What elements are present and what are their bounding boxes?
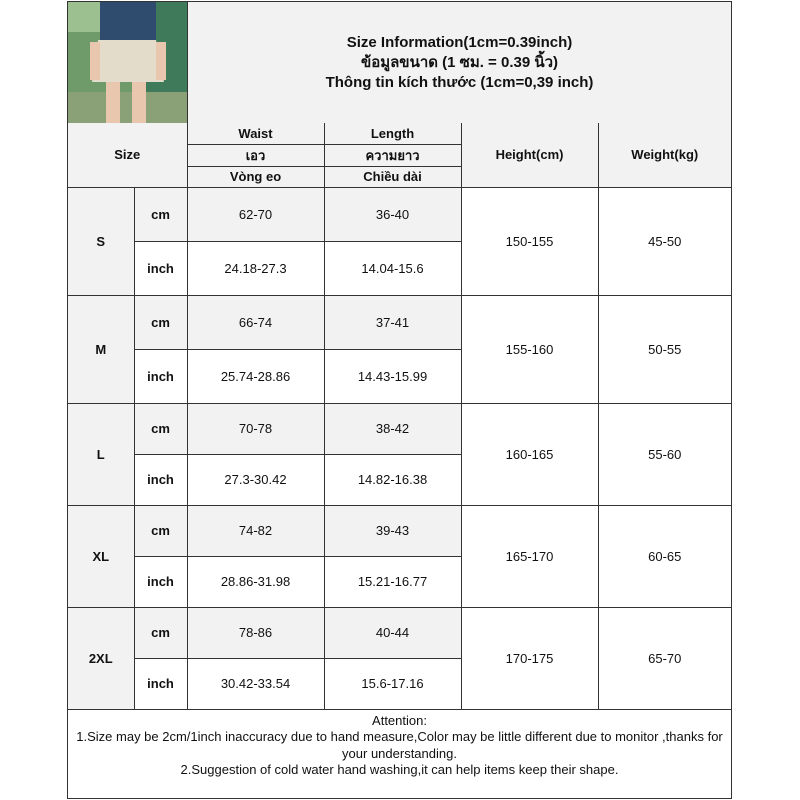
length-inch-l: 14.82-16.38 <box>324 454 461 505</box>
length-inch-s: 14.04-15.6 <box>324 241 461 295</box>
length-cm-l: 38-42 <box>324 403 461 454</box>
unit-cm: cm <box>134 187 187 241</box>
length-inch-xl: 15.21-16.77 <box>324 556 461 607</box>
length-header-vi: Chiều dài <box>324 166 461 187</box>
size-cell-s: S <box>68 187 134 295</box>
unit-cm: cm <box>134 295 187 349</box>
length-inch-m: 14.43-15.99 <box>324 349 461 403</box>
waist-cm-s: 62-70 <box>187 187 324 241</box>
size-information-block <box>188 2 731 123</box>
size-cell-xl: XL <box>68 505 134 607</box>
waist-inch-2xl: 30.42-33.54 <box>187 658 324 709</box>
length-cm-s: 36-40 <box>324 187 461 241</box>
unit-cm: cm <box>134 403 187 454</box>
waist-inch-s: 24.18-27.3 <box>187 241 324 295</box>
unit-inch: inch <box>134 454 187 505</box>
unit-inch: inch <box>134 556 187 607</box>
waist-header-vi: Vòng eo <box>187 166 324 187</box>
chart-header <box>68 2 731 124</box>
size-cell-l: L <box>68 403 134 505</box>
size-cell-2xl: 2XL <box>68 607 134 709</box>
size-cell-m: M <box>68 295 134 403</box>
waist-cm-xl: 74-82 <box>187 505 324 556</box>
size-info-title-en: Size Information(1cm=0.39inch) <box>346 33 573 51</box>
height-2xl: 170-175 <box>461 607 598 709</box>
unit-inch: inch <box>134 349 187 403</box>
weight-l: 55-60 <box>598 403 731 505</box>
height-xl: 165-170 <box>461 505 598 607</box>
unit-cm: cm <box>134 505 187 556</box>
waist-header-en: Waist <box>187 123 324 144</box>
waist-inch-xl: 28.86-31.98 <box>187 556 324 607</box>
waist-cm-2xl: 78-86 <box>187 607 324 658</box>
length-cm-xl: 39-43 <box>324 505 461 556</box>
weight-header: Weight(kg) <box>598 123 731 187</box>
weight-m: 50-55 <box>598 295 731 403</box>
waist-cm-l: 70-78 <box>187 403 324 454</box>
attention-line-1: 1.Size may be 2cm/1inch inaccuracy due to hand measure,Color may be little different due to monitor ,thanks for your understanding. <box>76 729 723 761</box>
waist-inch-l: 27.3-30.42 <box>187 454 324 505</box>
height-header: Height(cm) <box>461 123 598 187</box>
attention-line-2: 2.Suggestion of cold water hand washing,it can help items keep their shape. <box>180 762 619 777</box>
length-header-en: Length <box>324 123 461 144</box>
product-photo <box>68 2 188 123</box>
unit-cm: cm <box>134 607 187 658</box>
size-chart <box>67 1 732 799</box>
weight-2xl: 65-70 <box>598 607 731 709</box>
height-m: 155-160 <box>461 295 598 403</box>
weight-s: 45-50 <box>598 187 731 295</box>
size-info-title-th: ข้อมูลขนาด (1 ซม. = 0.39 นิ้ว) <box>360 53 559 71</box>
weight-xl: 60-65 <box>598 505 731 607</box>
unit-inch: inch <box>134 241 187 295</box>
waist-header-th: เอว <box>187 144 324 166</box>
waist-cm-m: 66-74 <box>187 295 324 349</box>
length-cm-2xl: 40-44 <box>324 607 461 658</box>
height-l: 160-165 <box>461 403 598 505</box>
size-info-title-vi: Thông tin kích thước (1cm=0,39 inch) <box>325 73 594 91</box>
length-header-th: ความยาว <box>324 144 461 166</box>
size-header: Size <box>68 123 187 187</box>
product-photo-image <box>68 2 187 123</box>
length-cm-m: 37-41 <box>324 295 461 349</box>
unit-inch: inch <box>134 658 187 709</box>
attention-title: Attention: <box>372 712 427 728</box>
size-table <box>68 123 731 797</box>
length-inch-2xl: 15.6-17.16 <box>324 658 461 709</box>
height-s: 150-155 <box>461 187 598 295</box>
waist-inch-m: 25.74-28.86 <box>187 349 324 403</box>
attention-notes <box>68 709 731 797</box>
